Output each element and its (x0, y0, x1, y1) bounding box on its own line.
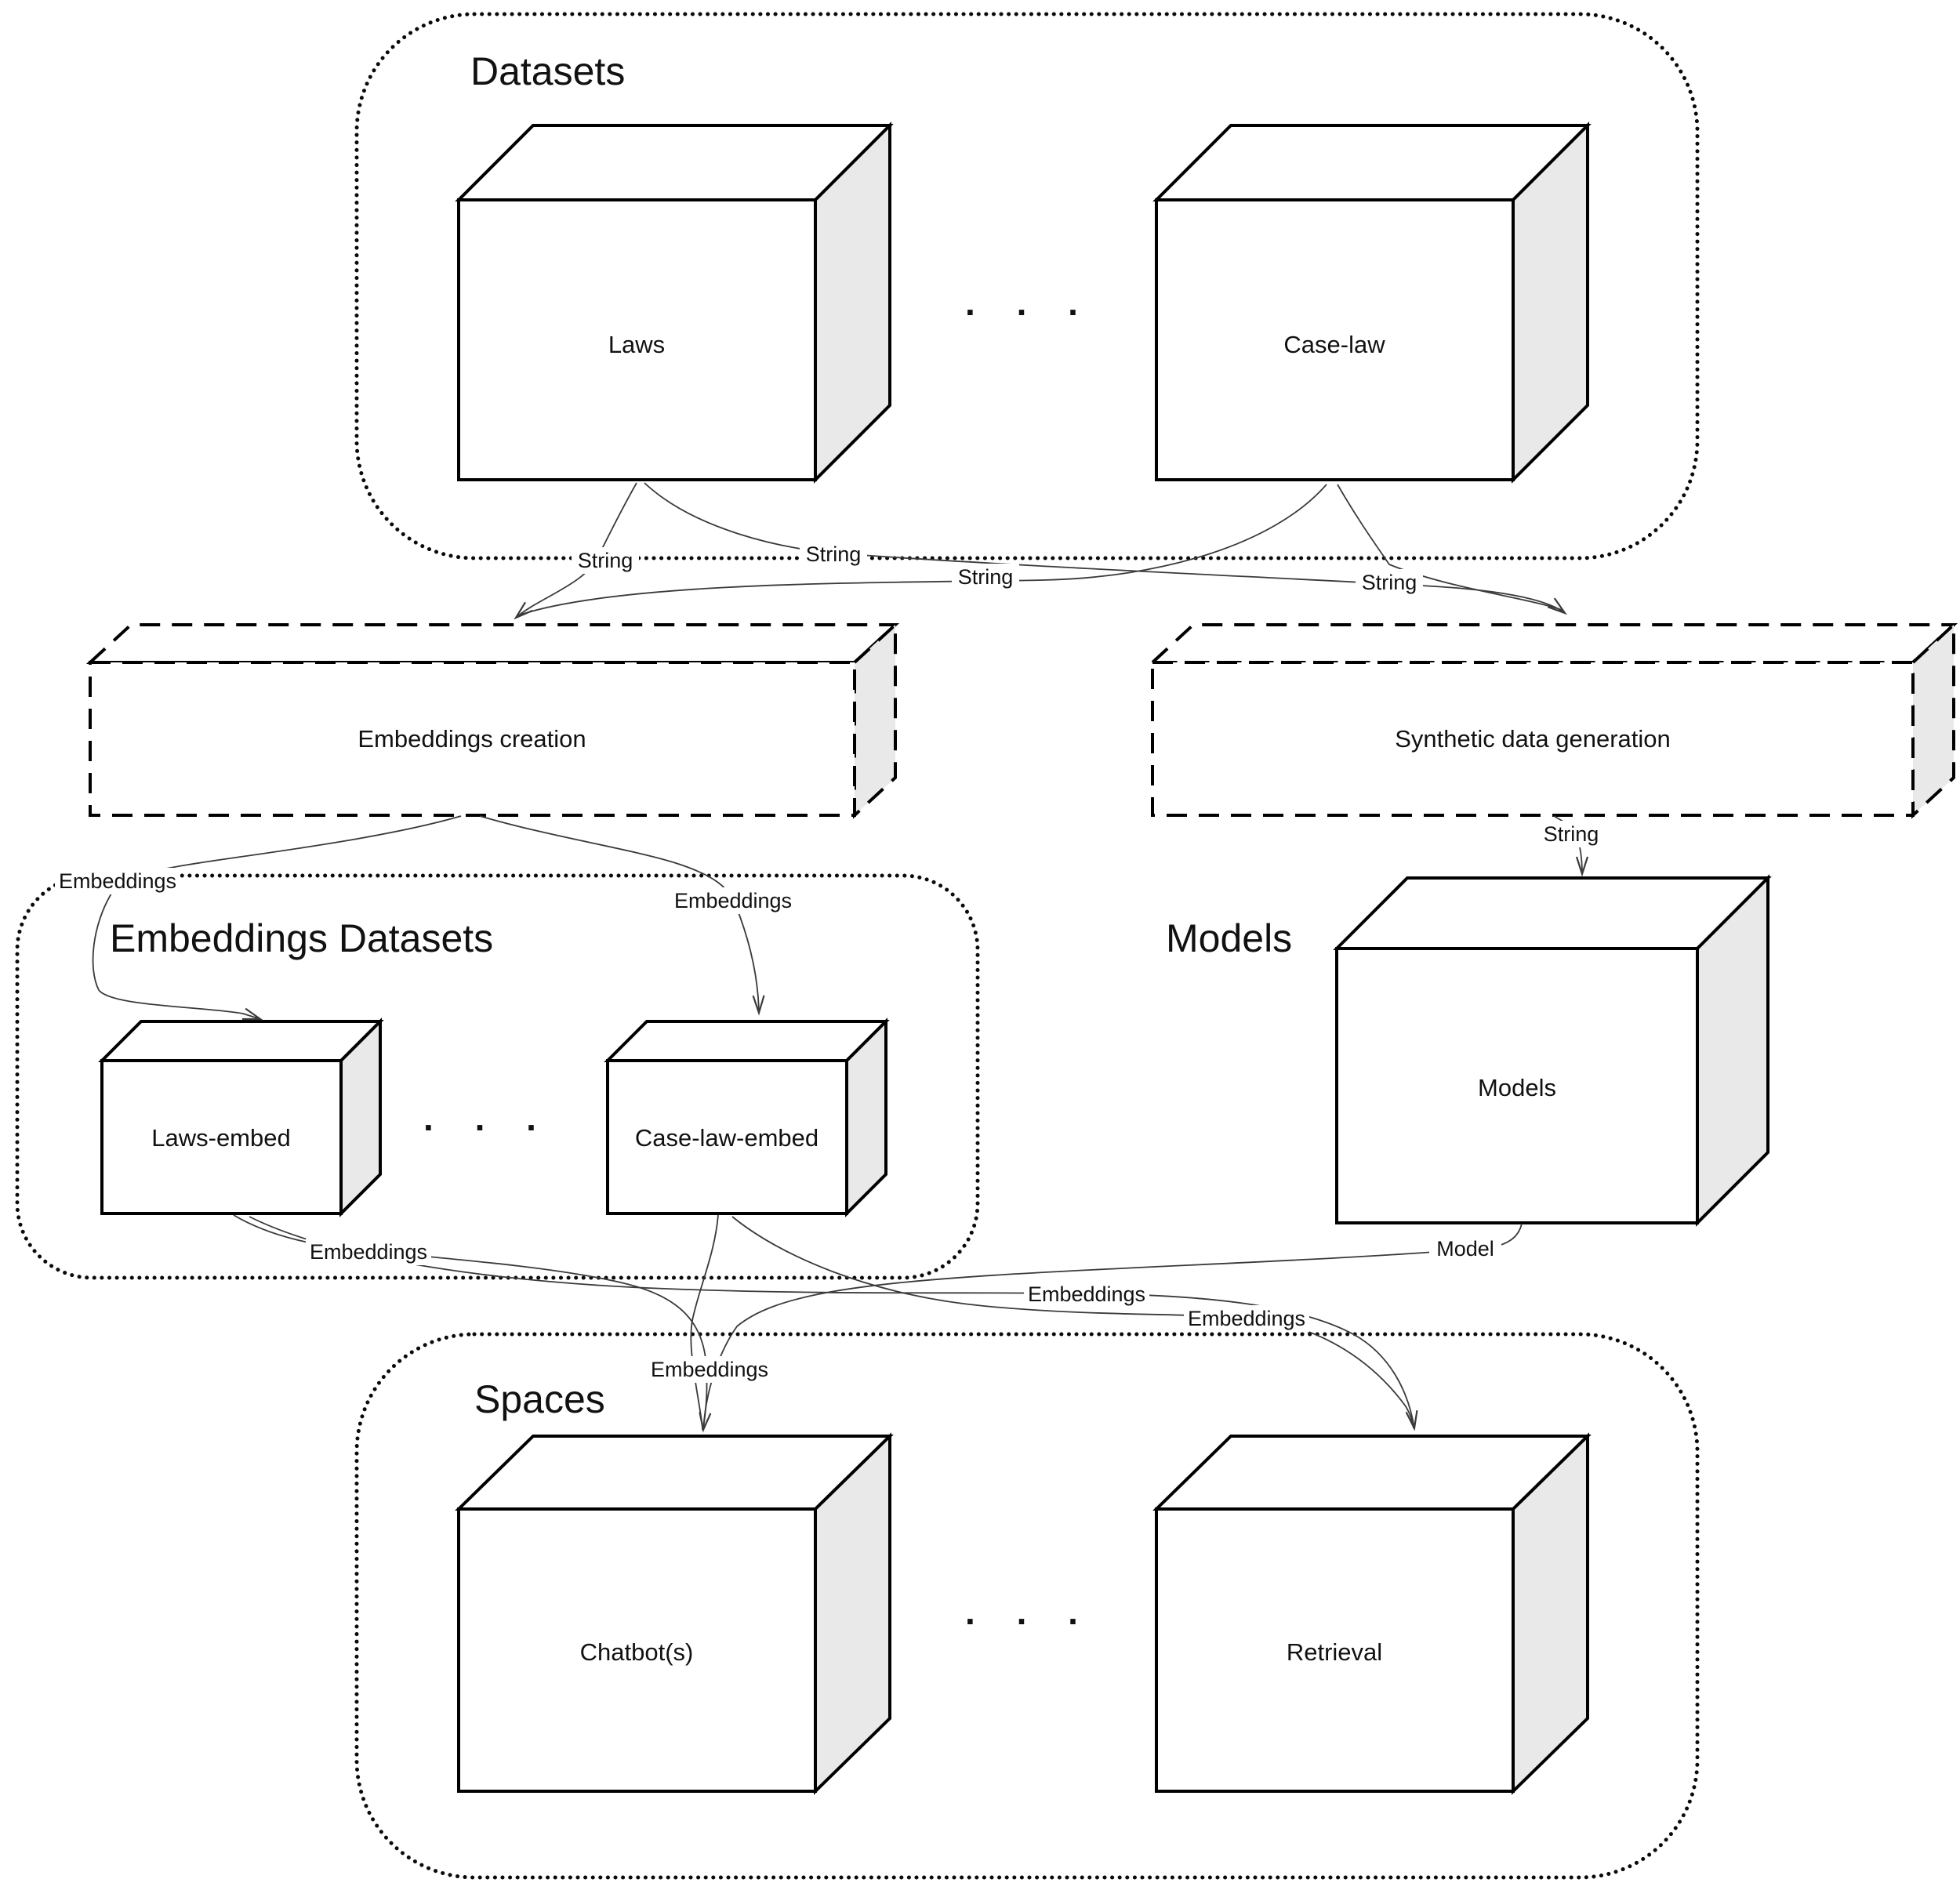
edge-label-text: Embeddings (650, 1358, 769, 1381)
edge-label-text: Embeddings (1187, 1307, 1306, 1330)
case-law-box (1156, 125, 1588, 480)
case-law-embed-box (608, 1021, 886, 1213)
ellipsis-spaces: . . . (965, 1591, 1094, 1632)
models-box-top (1337, 878, 1768, 949)
synthetic-box-label: Synthetic data generation (1395, 725, 1671, 753)
edge-label-case-law-to-embeddings-creation (952, 564, 1019, 590)
synthetic-box-top (1152, 625, 1954, 662)
embeddings-creation-box-top (90, 625, 895, 662)
edge-label-text: String (805, 542, 862, 566)
laws-box-label: Laws (608, 331, 666, 358)
edge-label-laws-embed-to-retrieval (1024, 1281, 1149, 1308)
arrow-case-law-embed-to-retrieval (732, 1217, 1414, 1428)
arrow-laws-embed-to-chatbot (234, 1215, 707, 1430)
edge-label-laws-to-synthetic (800, 541, 867, 568)
case-law-embed-box-top (608, 1021, 886, 1061)
edge-label-creation-to-case-law-embed (670, 887, 796, 914)
edge-label-models-to-chatbot (1429, 1235, 1501, 1262)
laws-embed-box-label: Laws-embed (151, 1124, 291, 1152)
case-law-box-label: Case-law (1283, 331, 1385, 358)
case-law-embed-box-label: Case-law-embed (634, 1124, 819, 1152)
chatbots-box-label: Chatbot(s) (579, 1638, 694, 1666)
edge-label-laws-embed-to-chatbot (306, 1239, 431, 1265)
spaces-section-label: Spaces (474, 1377, 605, 1421)
ellipsis-embeddings-datasets: . . . (423, 1097, 552, 1138)
edge-label-text: Embeddings (58, 869, 177, 893)
edge-label-text: String (577, 549, 633, 572)
arrow-laws-to-synthetic (644, 483, 1565, 613)
embeddings-creation-box-label: Embeddings creation (358, 725, 586, 753)
synthetic-data-generation-box (1152, 625, 1954, 815)
datasets-section-label: Datasets (470, 49, 626, 93)
edge-label-laws-to-embeddings-creation (572, 547, 639, 574)
edge-label-case-law-embed-to-retrieval (1184, 1305, 1309, 1332)
laws-embed-box (102, 1021, 380, 1213)
edge-label-creation-to-laws-embed (55, 868, 180, 894)
chatbots-box (459, 1436, 890, 1791)
ellipsis-datasets: . . . (965, 282, 1094, 323)
embeddings-creation-box (90, 625, 895, 815)
models-box (1337, 878, 1768, 1223)
laws-box (459, 125, 890, 480)
edge-label-case-law-to-synthetic (1356, 569, 1423, 596)
edge-label-text: Embeddings (1027, 1282, 1146, 1306)
models-box-label: Models (1478, 1074, 1556, 1101)
retrieval-box (1156, 1436, 1588, 1791)
edge-label-to-chatbot-shared (647, 1356, 772, 1383)
arrow-embeddings-creation-to-case-law-embed (480, 816, 759, 1013)
embeddings-datasets-section-label: Embeddings Datasets (110, 916, 494, 960)
laws-embed-box-top (102, 1021, 380, 1061)
retrieval-box-label: Retrieval (1286, 1638, 1383, 1666)
edge-label-text: String (957, 565, 1014, 589)
edge-label-text: Model (1436, 1237, 1494, 1261)
arrow-models-to-chatbot (703, 1224, 1522, 1430)
arrow-case-law-to-embeddings-creation (521, 484, 1327, 615)
models-section-label: Models (1166, 916, 1293, 960)
edge-label-text: Embeddings (309, 1240, 428, 1264)
edge-label-synthetic-to-models (1537, 821, 1605, 847)
edge-label-text: Embeddings (673, 889, 793, 912)
edge-label-text: String (1543, 822, 1599, 846)
edge-label-text: String (1361, 571, 1417, 594)
arrow-case-law-embed-to-chatbot (691, 1215, 718, 1430)
